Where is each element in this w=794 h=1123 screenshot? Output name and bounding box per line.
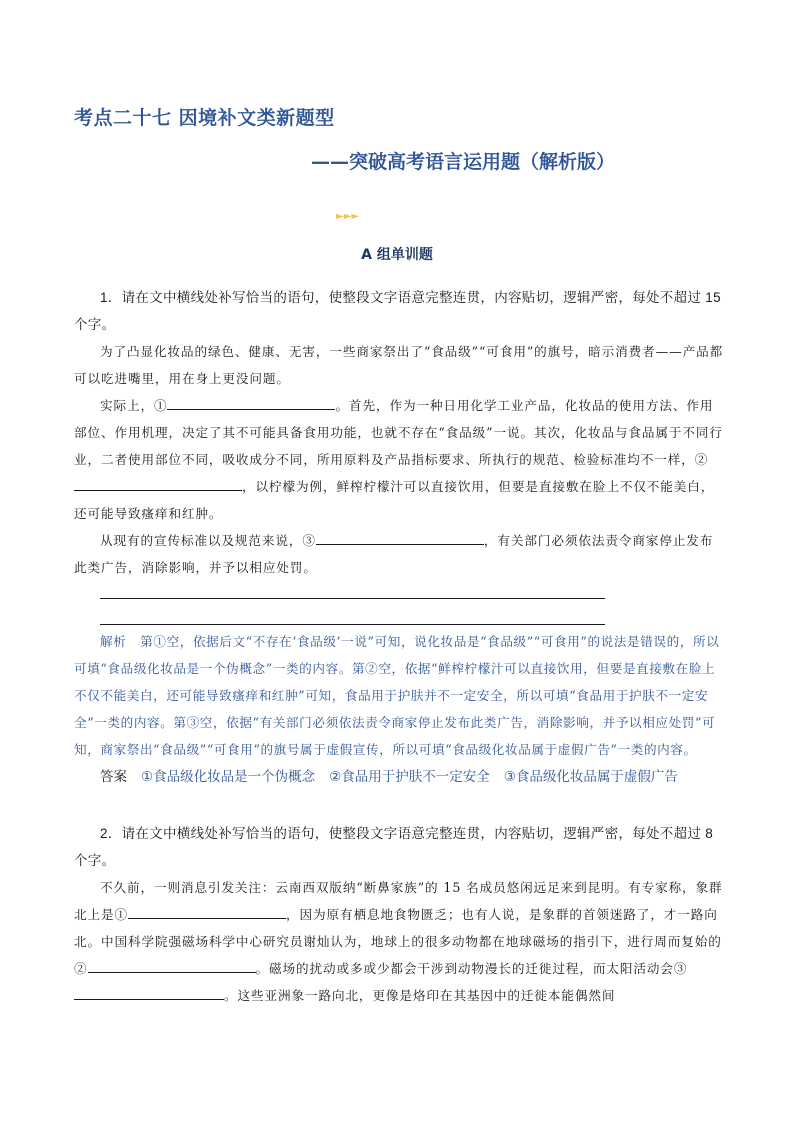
analysis-text bbox=[74, 628, 724, 763]
blank-number: ① bbox=[153, 398, 168, 413]
doc-subtitle: ——突破高考语言运用题（解析版） bbox=[311, 151, 616, 173]
blank-3-line[interactable] bbox=[74, 985, 224, 1000]
analysis-label: 解析 bbox=[100, 634, 127, 649]
passage-text: 。磁场的扰动或多或少都会干涉到动物漫长的迁徙过程，而太阳活动会 bbox=[255, 961, 674, 976]
answer-item: ②食品用于护肤不一定安全 bbox=[329, 769, 490, 784]
blank-number: ② bbox=[694, 452, 709, 467]
passage-text: ，因为原有栖息地食物匮乏；也有人说，是象群的首领迷路了，才一路向北。中国科学院强磁场科学中心研究员谢灿认为，地球上的很多动物都在地球磁场的指引下，进行周而复始的 bbox=[74, 907, 722, 949]
blank-number: ③ bbox=[673, 961, 688, 976]
passage-text: 从现有的宣传标准以及规范来说， bbox=[100, 533, 303, 548]
decorative-divider bbox=[78, 208, 640, 222]
blank-2-line[interactable] bbox=[88, 958, 256, 973]
answer-label: 答案 bbox=[100, 769, 127, 784]
blank-number: ③ bbox=[302, 533, 316, 548]
blank-2-line[interactable] bbox=[74, 476, 242, 491]
passage-paragraph bbox=[74, 527, 724, 581]
passage-text: 。这些亚洲象一路向北，更像是烙印在其基因中的迁徙本能偶然间 bbox=[224, 988, 616, 1003]
blank-3-line[interactable] bbox=[316, 530, 484, 545]
divider-arrows-icon: ►►► bbox=[336, 211, 360, 222]
passage-paragraph bbox=[74, 874, 724, 1009]
answer-item: ③食品级化妆品属于虚假广告 bbox=[503, 769, 678, 784]
answer-line[interactable] bbox=[100, 624, 605, 625]
blank-number: ① bbox=[114, 907, 128, 922]
blank-1-line[interactable] bbox=[128, 904, 286, 919]
answer-line[interactable] bbox=[100, 598, 605, 599]
passage-text: ，有关部门必须依法责令商家停止发布此类广告，消除影响，并予以相应处罚。 bbox=[74, 533, 714, 575]
blank-number: ② bbox=[74, 961, 88, 976]
section-title: A 组单训题 bbox=[361, 247, 433, 263]
passage-text: 。首先，作为一种日用化学工业产品，化妆品的使用方法、作用部位、作用机理，决定了其不可能具备食用功能，也就不存在“食品级”一说。其次，化妆品与食品属于不同行业，二者使用部位不同，吸收成分不同，所用原料及产品指标要求、所执行的规范、检验标准均不一样， bbox=[74, 398, 723, 467]
passage-paragraph: 为了凸显化妆品的绿色、健康、无害，一些商家祭出了“食品级”“可食用”的旗号，暗示消费者——产品都可以吃进嘴里，用在身上更没问题。 bbox=[74, 344, 724, 386]
passage-text: 实际上， bbox=[100, 398, 154, 413]
passage-paragraph bbox=[74, 392, 724, 527]
question-1 bbox=[74, 284, 724, 338]
doc-title: 考点二十七 因境补文类新题型 bbox=[74, 107, 335, 129]
analysis-body: 第①空，依据后文“不存在‘食品级’一说”可知，说化妆品是“食品级”“可食用”的说法是错误的，所以可填“食品级化妆品是一个伪概念”一类的内容。第②空，依据“鲜榨柠檬汁可以直接饮用，但要是直接敷在脸上不仅不能美白，还可能导致瘙痒和红肿”可知，食品用于护肤并不一定安全，所以可填“食品用于护肤不一定安全”一类的内容。第③空，依据“有关部门必须依法责令商家停止发布此类广告，消除影响，并予以相应处罚”可知，商家祭出“食品级”“可食用”的旗号属于虚假宣传，所以可填“食品级化妆品属于虚假广告”一类的内容。 bbox=[74, 634, 720, 757]
blank-1-line[interactable] bbox=[167, 395, 335, 410]
question-2-stem: 2．请在文中横线处补写恰当的语句，使整段文字语意完整连贯，内容贴切，逻辑严密，每处不超过 8 个字。 bbox=[74, 826, 714, 868]
passage-text: 不久前，一则消息引发关注：云南西双版纳“断鼻家族”的 15 名成员悠闲远足来到昆明。有专家称，象群北上是 bbox=[74, 880, 723, 922]
question-2 bbox=[74, 820, 724, 874]
question-1-stem: 1．请在文中横线处补写恰当的语句，使整段文字语意完整连贯，内容贴切，逻辑严密，每处不超过 15 个字。 bbox=[74, 290, 721, 332]
answer-item: ①食品级化妆品是一个伪概念 bbox=[141, 769, 316, 784]
question-1-passage bbox=[74, 338, 724, 581]
answer-text bbox=[74, 763, 724, 790]
passage-text: ，以柠檬为例，鲜榨柠檬汁可以直接饮用，但要是直接敷在脸上不仅不能美白，还可能导致瘙痒和红肿。 bbox=[74, 479, 715, 521]
question-1-analysis bbox=[74, 628, 724, 790]
question-2-passage bbox=[74, 874, 724, 1009]
